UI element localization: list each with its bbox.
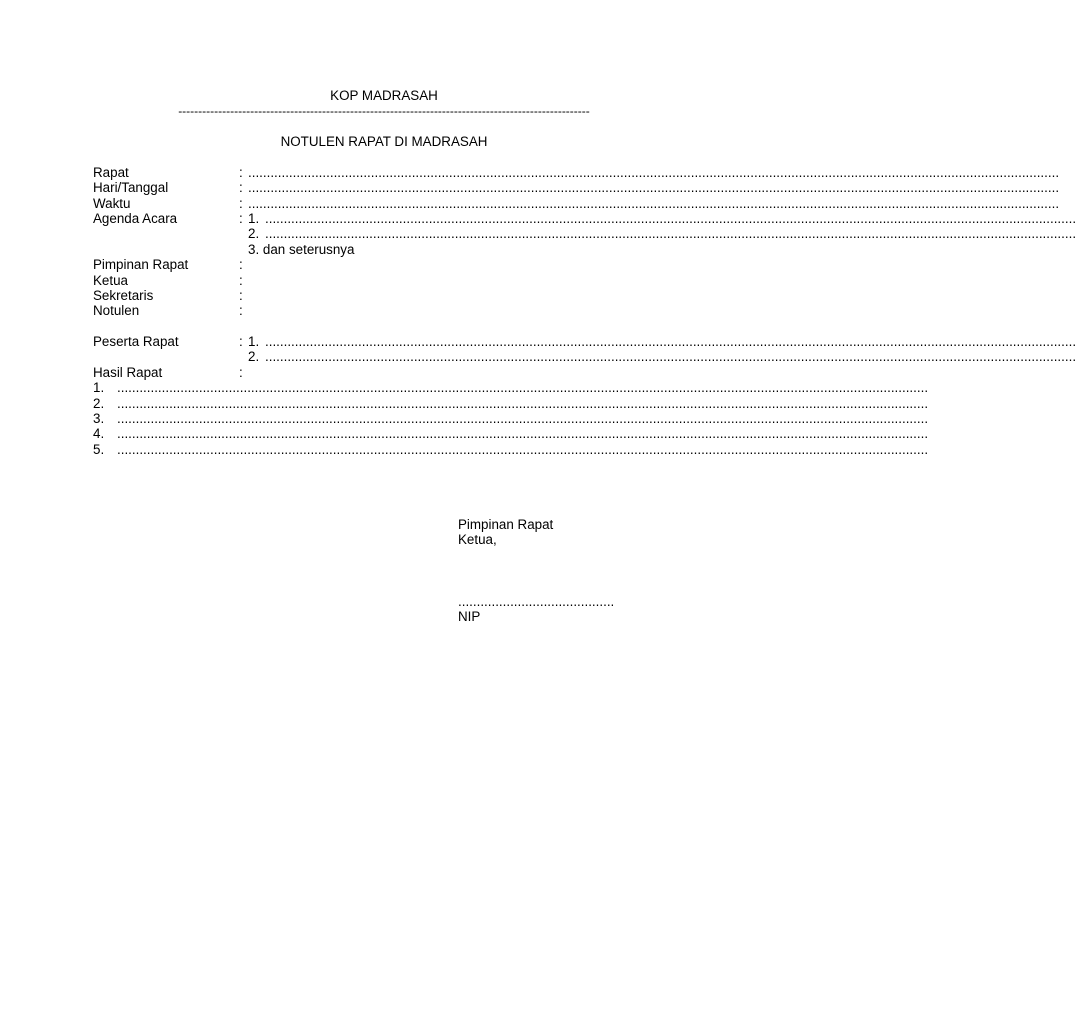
- hasil-item-number: 1.: [93, 380, 105, 395]
- fill-line-waktu[interactable]: ..........................................................................................................................................................................................................................: [248, 196, 1060, 211]
- fill-line-rapat[interactable]: ..........................................................................................................................................................................................................................: [248, 165, 1060, 180]
- document-title: NOTULEN RAPAT DI MADRASAH: [280, 134, 488, 149]
- fill-line-agenda-2[interactable]: ..........................................................................................................................................................................................................................: [265, 226, 1076, 241]
- signature-position: Ketua,: [458, 532, 497, 547]
- label-sekretaris: Sekretaris: [93, 288, 154, 303]
- fill-line-hasil-3[interactable]: ..........................................................................................................................................................................................................................: [117, 411, 929, 426]
- label-agenda-acara: Agenda Acara: [93, 211, 178, 226]
- colon: :: [239, 273, 243, 288]
- colon: :: [239, 180, 243, 195]
- colon: :: [239, 365, 243, 380]
- header-separator: -------------------------------------------------------------------------------------------------------: [178, 104, 590, 118]
- fill-line-hasil-5[interactable]: ..........................................................................................................................................................................................................................: [117, 442, 929, 457]
- label-pimpinan-rapat: Pimpinan Rapat: [93, 257, 189, 272]
- fill-line-peserta-1[interactable]: ..........................................................................................................................................................................................................................: [265, 334, 1076, 349]
- signature-nip: NIP: [458, 609, 481, 624]
- colon: :: [239, 196, 243, 211]
- label-rapat: Rapat: [93, 165, 129, 180]
- label-notulen: Notulen: [93, 303, 140, 318]
- kop-title: KOP MADRASAH: [330, 88, 438, 103]
- colon: :: [239, 211, 243, 226]
- hasil-item-number: 2.: [93, 396, 105, 411]
- fill-line-agenda-1[interactable]: ..........................................................................................................................................................................................................................: [265, 211, 1076, 226]
- fill-line-hari-tanggal[interactable]: ..........................................................................................................................................................................................................................: [248, 180, 1060, 195]
- label-waktu: Waktu: [93, 196, 131, 211]
- hasil-item-number: 4.: [93, 426, 105, 441]
- colon: :: [239, 334, 243, 349]
- signature-role: Pimpinan Rapat: [458, 517, 554, 532]
- hasil-item-number: 3.: [93, 411, 105, 426]
- label-ketua: Ketua: [93, 273, 128, 288]
- label-hasil-rapat: Hasil Rapat: [93, 365, 163, 380]
- agenda-item-3: 3. dan seterusnya: [248, 242, 355, 257]
- fill-line-hasil-2[interactable]: ..........................................................................................................................................................................................................................: [117, 396, 929, 411]
- fill-line-hasil-1[interactable]: ..........................................................................................................................................................................................................................: [117, 380, 929, 395]
- label-peserta-rapat: Peserta Rapat: [93, 334, 179, 349]
- signature-line[interactable]: ..........................................: [458, 594, 615, 609]
- agenda-item-number: 2.: [248, 226, 260, 241]
- colon: :: [239, 288, 243, 303]
- agenda-item-number: 1.: [248, 211, 260, 226]
- fill-line-hasil-4[interactable]: ..........................................................................................................................................................................................................................: [117, 426, 929, 441]
- peserta-item-number: 2.: [248, 349, 260, 364]
- colon: :: [239, 257, 243, 272]
- colon: :: [239, 165, 243, 180]
- fill-line-peserta-2[interactable]: ..........................................................................................................................................................................................................................: [265, 349, 1076, 364]
- hasil-item-number: 5.: [93, 442, 105, 457]
- label-hari-tanggal: Hari/Tanggal: [93, 180, 169, 195]
- peserta-item-number: 1.: [248, 334, 260, 349]
- colon: :: [239, 303, 243, 318]
